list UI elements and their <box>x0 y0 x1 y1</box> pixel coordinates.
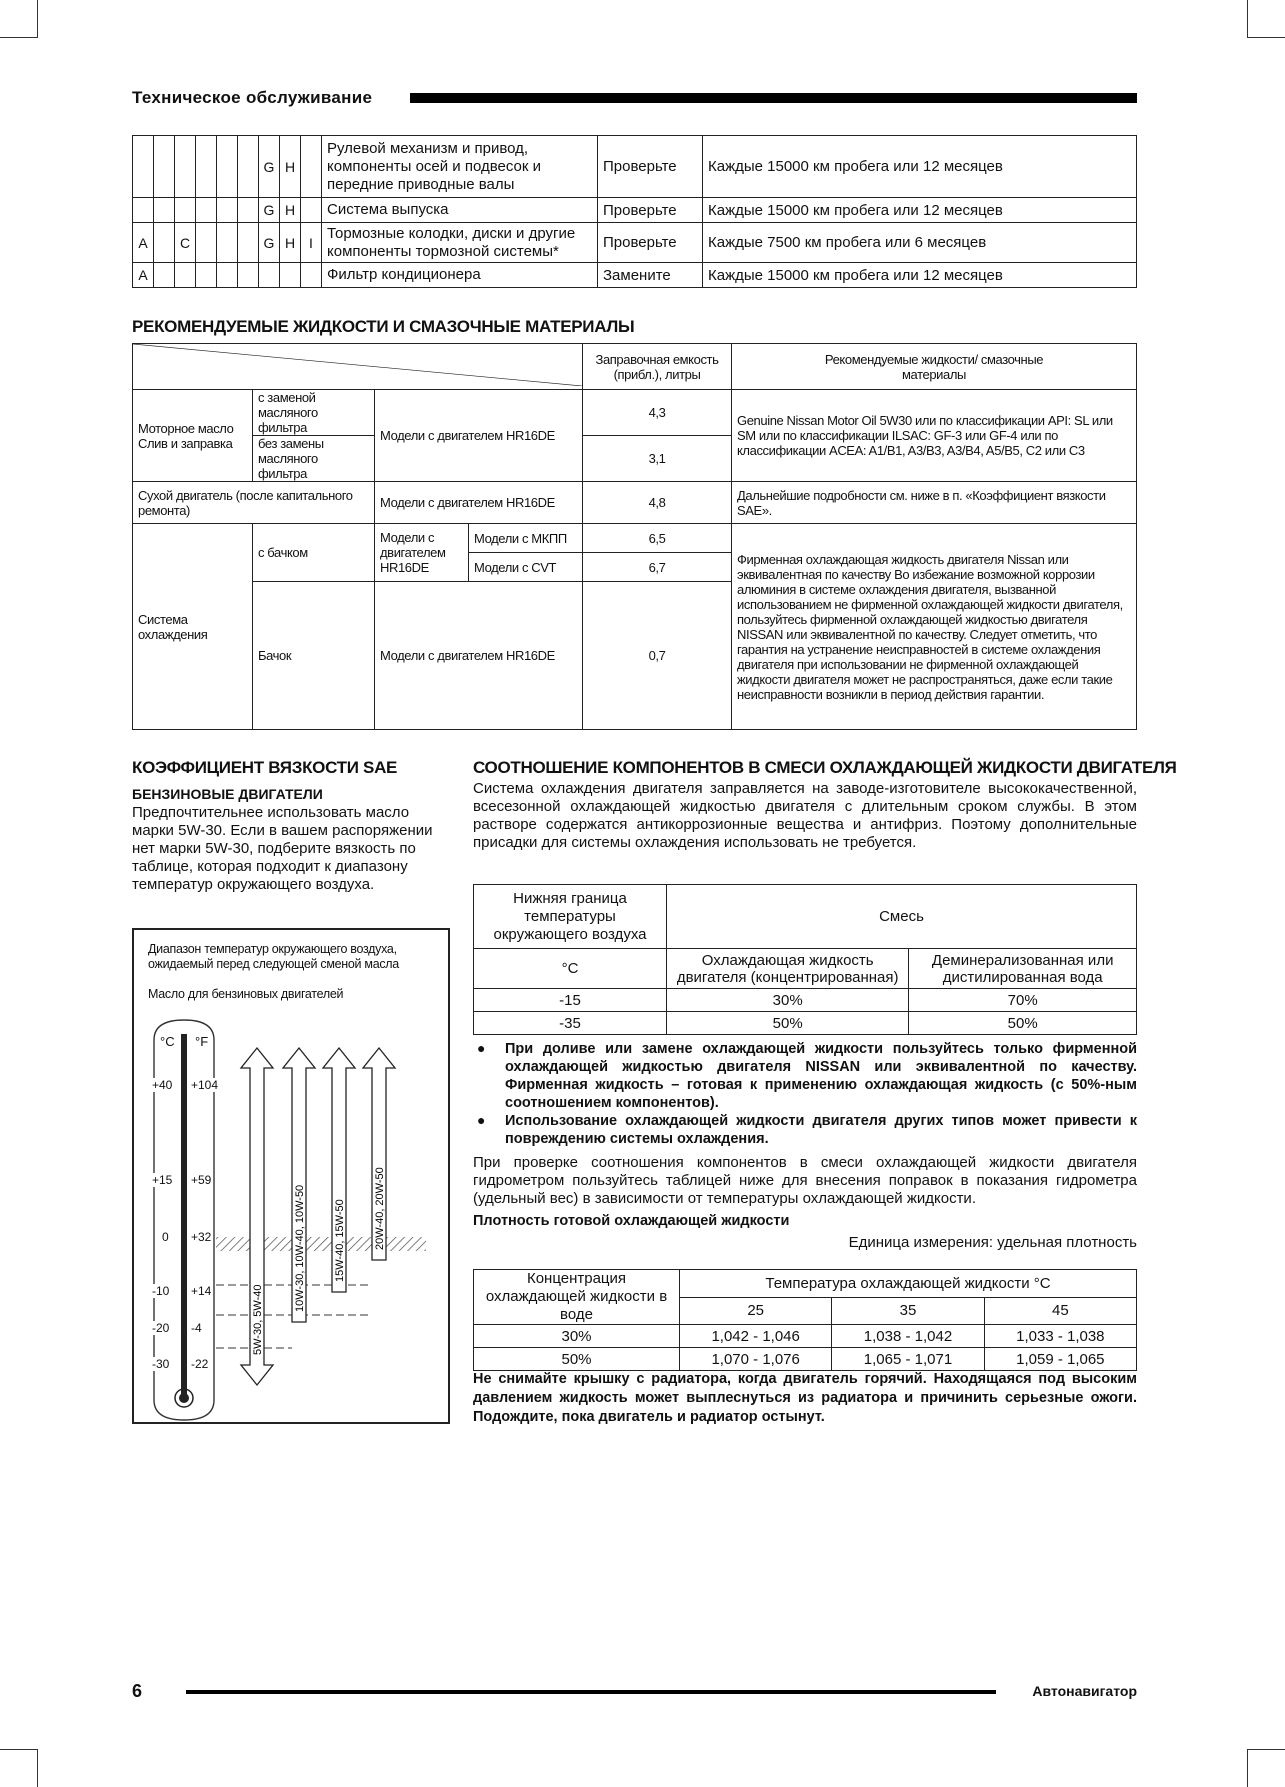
capacity-without-filter: 3,1 <box>583 436 732 482</box>
crop-mark <box>37 0 38 38</box>
schedule-interval: Каждые 15000 км пробега или 12 месяцев <box>703 263 1137 288</box>
zero-band-hatch <box>216 1237 426 1251</box>
capacity-header: Заправочная емкость (прибл.), литры <box>583 344 732 390</box>
cooling-system-label: Система охлаждения <box>133 524 253 730</box>
coolant-section <box>473 758 1177 852</box>
unit-f: °F <box>195 1034 209 1049</box>
model-hr16de-label: Модели с двигателем HR16DE <box>375 582 583 730</box>
density-cell: 1,065 - 1,071 <box>832 1348 984 1371</box>
schedule-item: Тормозные колодки, диски и другие компоненты тормозной системы* <box>322 223 598 263</box>
schedule-interval: Каждые 7500 км пробега или 6 месяцев <box>703 223 1137 263</box>
schedule-letter <box>196 263 217 288</box>
fluids-table <box>132 343 1137 730</box>
schedule-letter <box>196 136 217 198</box>
schedule-item: Система выпуска <box>322 198 598 223</box>
model-hr16de-label: Модели с двигателем HR16DE <box>375 482 583 524</box>
schedule-row <box>133 136 1137 198</box>
models-engine-label: Модели с двигателем HR16DE <box>375 524 469 582</box>
bullet-text-1: При доливе или замене охлаждающей жидкости пользуйтесь только фирменной охлаждающей жидкостью двигателя NISSAN или эквивалентной по качеству. Фирменная жидкость – готовая к применению охлаждающая жидкость (с 50%-ным соотношением компонентов). <box>505 1041 1137 1111</box>
density-header-conc: Концентрация охлаждающей жидкости в воде <box>474 1270 680 1325</box>
schedule-letter <box>217 263 238 288</box>
crop-mark <box>1247 37 1285 38</box>
density-row <box>474 1325 1137 1348</box>
schedule-letter <box>196 223 217 263</box>
with-tank-label: с бачком <box>253 524 375 582</box>
fahrenheit-label: +104 <box>191 1078 219 1092</box>
schedule-letter <box>238 223 259 263</box>
schedule-letter <box>301 136 322 198</box>
schedule-letter: H <box>280 223 301 263</box>
oil-spec: Genuine Nissan Motor Oil 5W30 или по классификации API: SL или SM или по классификации ILSAC: GF-3 или GF-4 или по классификации ACEA: A1/B1, A3/B3, A3/B4, A5/B5, C2 или C3 <box>732 390 1137 482</box>
density-cell: 1,070 - 1,076 <box>680 1348 832 1371</box>
coolant-title: СООТНОШЕНИЕ КОМПОНЕНТОВ В СМЕСИ ОХЛАЖДАЮЩЕЙ ЖИДКОСТИ ДВИГАТЕЛЯ <box>473 758 1177 777</box>
header-title: Техническое обслуживание <box>132 88 373 107</box>
mix-header-c: °C <box>474 949 667 989</box>
bullet-item <box>473 1112 1137 1148</box>
schedule-letter: A <box>133 263 154 288</box>
schedule-interval: Каждые 15000 км пробега или 12 месяцев <box>703 198 1137 223</box>
unit-c: °C <box>160 1034 175 1049</box>
coolant-bullets <box>473 1040 1137 1252</box>
crop-mark <box>1247 1749 1285 1750</box>
crop-mark <box>1247 0 1248 38</box>
crop-mark <box>0 37 38 38</box>
schedule-interval: Каждые 15000 км пробега или 12 месяцев <box>703 136 1137 198</box>
density-unit: Единица измерения: удельная плотность <box>848 1234 1137 1251</box>
fluids-section-title: РЕКОМЕНДУЕМЫЕ ЖИДКОСТИ И СМАЗОЧНЫЕ МАТЕРИАЛЫ <box>132 317 635 336</box>
density-temp-header: 25 <box>680 1297 832 1325</box>
header-bar <box>410 93 1137 103</box>
without-filter-label: без замены масляного фильтра <box>253 436 375 482</box>
schedule-letter <box>217 136 238 198</box>
schedule-letter: G <box>259 198 280 223</box>
mix-table <box>473 884 1137 1035</box>
capacity-cvt: 6,7 <box>583 553 732 582</box>
tank-label: Бачок <box>253 582 375 730</box>
dry-engine-label: Сухой двигатель (после капитального ремонта) <box>133 482 375 524</box>
with-filter-label: с заменой масляного фильтра <box>253 390 375 436</box>
fahrenheit-label: -4 <box>191 1321 202 1335</box>
mix-cell: 50% <box>667 1012 909 1035</box>
page-header <box>132 88 1137 110</box>
schedule-letter: G <box>259 223 280 263</box>
fahrenheit-label: -22 <box>191 1357 209 1371</box>
schedule-letter <box>217 223 238 263</box>
mix-row <box>474 989 1137 1012</box>
viscosity-chart <box>132 928 450 1424</box>
schedule-letter <box>133 136 154 198</box>
crop-mark <box>1247 1749 1248 1787</box>
density-cell: 1,042 - 1,046 <box>680 1325 832 1348</box>
density-cell: 50% <box>474 1348 680 1371</box>
warning-text: Не снимайте крышку с радиатора, когда двигатель горячий. Находящаяся под высоким давлением жидкость может выплеснуться из радиатора и причинить серьезные ожоги. Подождите, пока двигатель и радиатор остынут. <box>473 1371 1137 1425</box>
mkpp-label: Модели с МКПП <box>469 524 583 553</box>
publisher: Автонавигатор <box>1032 1683 1137 1699</box>
mix-header-temp: Нижняя граница температуры окружающего воздуха <box>474 885 667 949</box>
viscosity-grade-label: 5W-30, 5W-40 <box>252 1284 264 1355</box>
fahrenheit-label: +32 <box>191 1230 212 1244</box>
fluids-header: Рекомендуемые жидкости/ смазочные материалы <box>732 344 1137 390</box>
schedule-letter <box>154 223 175 263</box>
fahrenheit-label: +14 <box>191 1284 212 1298</box>
cvt-label: Модели с CVT <box>469 553 583 582</box>
diagonal-header-cell <box>133 344 583 390</box>
schedule-letter <box>133 198 154 223</box>
crop-mark <box>0 1749 38 1750</box>
density-cell: 1,059 - 1,065 <box>984 1348 1136 1371</box>
bullet-text-2: Использование охлаждающей жидкости двигателя других типов может привести к повреждению системы охлаждения. <box>505 1113 1137 1147</box>
mix-row <box>474 1012 1137 1035</box>
schedule-letter <box>301 198 322 223</box>
schedule-letter: I <box>301 223 322 263</box>
coolant-note: Фирменная охлаждающая жидкость двигателя Nissan или эквивалентная по качеству Во избежание возможной коррозии алюминия в системе охлаждения двигателя, вызванной использованием не фирменной охлаждающей жидкости двигателя, пользуйтесь фирменной охлаждающей жидкостью двигателя NISSAN или эквивалентной по качеству. Следует отметить, что гарантия на устранение неисправностей в системе охлаждения двигателя при использовании не фирменной охлаждающей жидкости двигателя может не распространяться, даже если такие неисправности возникли в период действия гарантии. <box>732 524 1137 730</box>
dry-engine-note: Дальнейшие подробности см. ниже в п. «Коэффициент вязкости SAE». <box>732 482 1137 524</box>
capacity-with-filter: 4,3 <box>583 390 732 436</box>
schedule-letter <box>238 136 259 198</box>
sae-subtitle: БЕНЗИНОВЫЕ ДВИГАТЕЛИ <box>132 786 323 802</box>
schedule-row <box>133 263 1137 288</box>
mix-cell: -35 <box>474 1012 667 1035</box>
schedule-letter <box>154 263 175 288</box>
schedule-action: Проверьте <box>598 223 703 263</box>
schedule-row <box>133 198 1137 223</box>
mix-cell: -15 <box>474 989 667 1012</box>
hydrometer-text: При проверке соотношения компонентов в смеси охлаждающей жидкости двигателя гидрометром пользуйтесь таблицей ниже для внесения поправок в показания гидрометра (удельный вес) в зависимости от температуры охлаждающей жидкости. <box>473 1154 1137 1207</box>
density-row <box>474 1348 1137 1371</box>
schedule-letter: A <box>133 223 154 263</box>
schedule-letter <box>301 263 322 288</box>
viscosity-grade-label: 20W-40, 20W-50 <box>374 1167 386 1250</box>
celsius-label: 0 <box>162 1230 169 1244</box>
chart-svg <box>134 930 448 1422</box>
engine-oil-label: Моторное масло Слив и заправка <box>133 390 253 482</box>
diagonal-line <box>133 344 582 386</box>
schedule-letter <box>175 263 196 288</box>
viscosity-grade-label: 10W-30, 10W-40, 10W-50 <box>294 1184 306 1312</box>
schedule-letter: C <box>175 223 196 263</box>
density-temp-header: 45 <box>984 1297 1136 1325</box>
schedule-action: Проверьте <box>598 198 703 223</box>
model-hr16de-label: Модели с двигателем HR16DE <box>375 390 583 482</box>
schedule-letter <box>175 198 196 223</box>
schedule-letter: H <box>280 136 301 198</box>
density-cell: 1,033 - 1,038 <box>984 1325 1136 1348</box>
schedule-letter <box>175 136 196 198</box>
density-cell: 30% <box>474 1325 680 1348</box>
schedule-action: Проверьте <box>598 136 703 198</box>
capacity-mkpp: 6,5 <box>583 524 732 553</box>
celsius-label: +40 <box>152 1078 173 1092</box>
celsius-label: -20 <box>152 1321 170 1335</box>
density-header-temp: Температура охлаждающей жидкости °C <box>680 1270 1137 1298</box>
bullet-item <box>473 1040 1137 1112</box>
sae-title: КОЭФФИЦИЕНТ ВЯЗКОСТИ SAE <box>132 758 398 777</box>
footer-bar <box>186 1690 996 1694</box>
density-table <box>473 1269 1137 1371</box>
mix-header-mix: Смесь <box>667 885 1137 949</box>
page-number: 6 <box>132 1681 143 1701</box>
sae-section <box>132 758 452 894</box>
celsius-label: -10 <box>152 1284 170 1298</box>
schedule-letter: H <box>280 198 301 223</box>
schedule-row <box>133 223 1137 263</box>
celsius-label: -30 <box>152 1357 170 1371</box>
density-title: Плотность готовой охлаждающей жидкости <box>473 1213 790 1229</box>
viscosity-grade-label: 15W-40, 15W-50 <box>334 1199 346 1282</box>
schedule-item: Фильтр кондиционера <box>322 263 598 288</box>
coolant-text: Система охлаждения двигателя заправляется на заводе-изготовителе высококачественной, всесезонной охлаждающей жидкостью двигателя с длительным сроком службы. В этом растворе содержатся антикоррозионные вещества и антифриз. Поэтому дополнительные присадки для системы охлаждения использовать не требуется. <box>473 780 1137 851</box>
fahrenheit-label: +59 <box>191 1173 212 1187</box>
mix-cell: 50% <box>909 1012 1137 1035</box>
schedule-letter <box>259 263 280 288</box>
mix-header-conc: Охлаждающая жидкость двигателя (концентрированная) <box>667 949 909 989</box>
bullet-dot: ● <box>477 1040 486 1056</box>
schedule-letter <box>196 198 217 223</box>
schedule-item: Рулевой механизм и привод, компоненты осей и подвесок и передние приводные валы <box>322 136 598 198</box>
mix-header-water: Деминерализованная или дистилированная вода <box>909 949 1137 989</box>
schedule-letter <box>238 263 259 288</box>
chart-title: Диапазон температур окружающего воздуха, ожидаемый перед следующей сменой масла <box>148 942 399 971</box>
schedule-letter <box>280 263 301 288</box>
schedule-letter <box>154 136 175 198</box>
capacity-tank: 0,7 <box>583 582 732 730</box>
capacity-dry: 4,8 <box>583 482 732 524</box>
maintenance-schedule-table <box>132 135 1137 288</box>
chart-subtitle: Масло для бензиновых двигателей <box>148 987 344 1001</box>
celsius-label: +15 <box>152 1173 173 1187</box>
crop-mark <box>37 1749 38 1787</box>
schedule-letter: G <box>259 136 280 198</box>
thermometer-tube <box>181 1034 187 1395</box>
schedule-action: Замените <box>598 263 703 288</box>
density-temp-header: 35 <box>832 1297 984 1325</box>
schedule-letter <box>154 198 175 223</box>
page-footer <box>132 1681 1137 1703</box>
sae-text: Предпочтительнее использовать масло марки 5W-30. Если в вашем распоряжении нет марки 5W-30, подберите вязкость по таблице, которая подходит к диапазону температур окружающего воздуха. <box>132 804 433 893</box>
mix-cell: 70% <box>909 989 1137 1012</box>
bullet-dot: ● <box>477 1112 486 1128</box>
mix-cell: 30% <box>667 989 909 1012</box>
schedule-letter <box>238 198 259 223</box>
density-cell: 1,038 - 1,042 <box>832 1325 984 1348</box>
schedule-letter <box>217 198 238 223</box>
